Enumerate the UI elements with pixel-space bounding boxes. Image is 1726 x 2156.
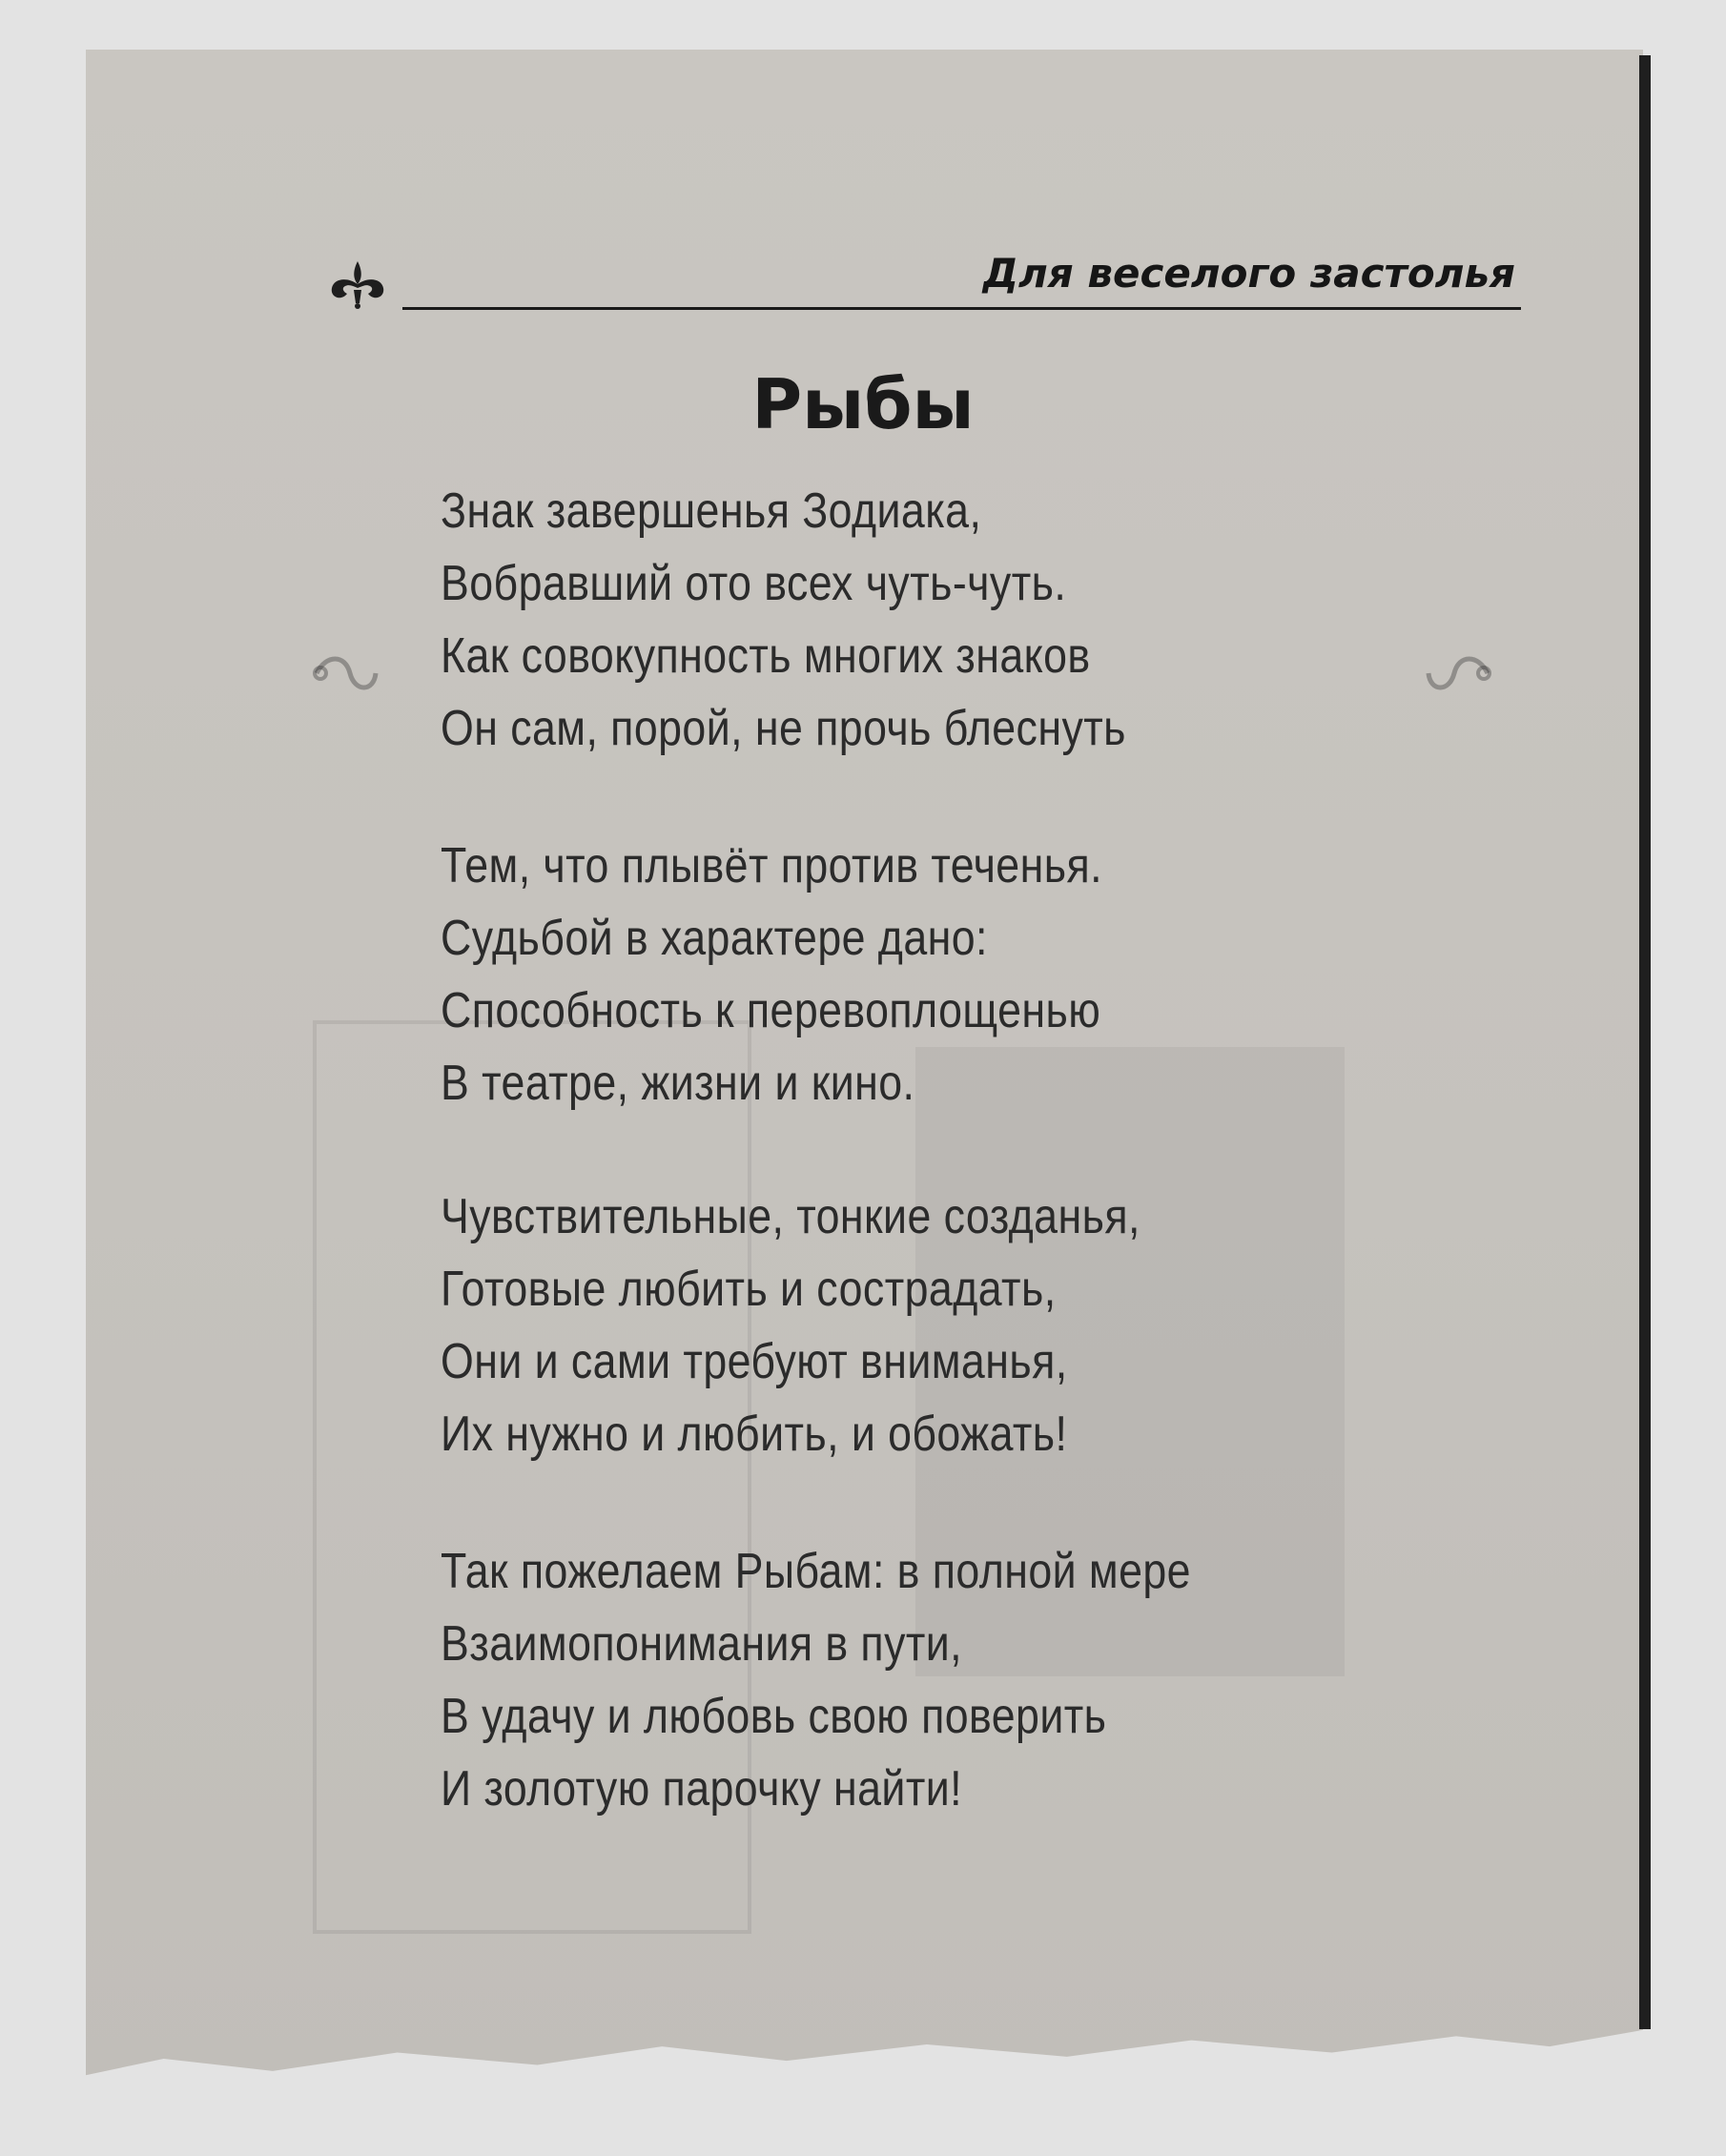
poem-line: Знак завершенья Зодиака, xyxy=(441,483,982,539)
poem-line: Как совокупность многих знаков xyxy=(441,628,1091,684)
poem-line: Взаимопонимания в пути, xyxy=(441,1616,963,1672)
stanza-4 xyxy=(441,1535,1313,1825)
page-header xyxy=(315,250,1521,311)
poem-line: Судьбой в характере дано: xyxy=(441,911,988,966)
paper-edge-shadow xyxy=(1639,55,1651,2029)
poem-line: Они и сами требуют вниманья, xyxy=(441,1334,1068,1389)
stanza-2 xyxy=(441,830,1210,1119)
poem-line: Он сам, порой, не прочь блеснуть xyxy=(441,701,1126,756)
poem-line: Вобравший ото всех чуть-чуть. xyxy=(441,556,1067,611)
scroll-ornament-icon xyxy=(307,635,383,711)
poem-line: Чувствительные, тонкие созданья, xyxy=(441,1189,1140,1244)
poem-title: Рыбы xyxy=(751,364,975,444)
poem-line: И золотую парочку найти! xyxy=(441,1761,963,1817)
stanza-3 xyxy=(441,1181,1254,1470)
poem-line: Способность к перевоплощенью xyxy=(441,983,1101,1038)
scroll-ornament-icon xyxy=(1421,635,1497,711)
section-title: Для веселого застолья xyxy=(982,250,1515,297)
stanza-1 xyxy=(441,475,1238,765)
poem-line: Тем, что плывёт против теченья. xyxy=(441,838,1102,893)
poem-line: В театре, жизни и кино. xyxy=(441,1056,915,1111)
poem-line: Их нужно и любить, и обожать! xyxy=(441,1407,1068,1462)
poem-line: В удачу и любовь свою поверить xyxy=(441,1689,1107,1744)
fleur-ornament-icon xyxy=(315,254,401,311)
poem-line: Так пожелаем Рыбам: в полной мере xyxy=(441,1544,1191,1599)
poem-line: Готовые любить и сострадать, xyxy=(441,1262,1057,1317)
header-rule xyxy=(402,307,1521,310)
